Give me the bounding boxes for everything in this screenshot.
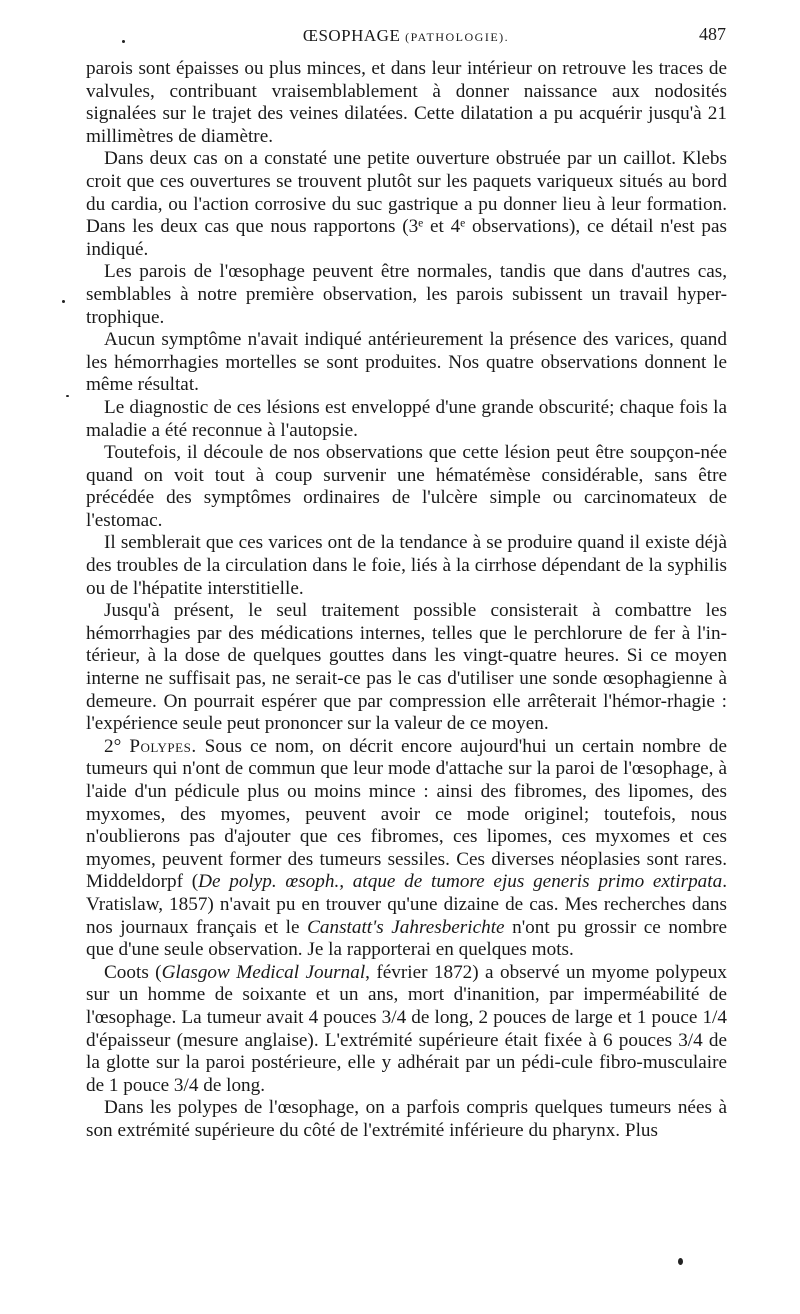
paragraph-polypes <box>86 736 727 962</box>
body-text <box>86 58 727 1143</box>
section-number: 2° <box>104 735 122 757</box>
polypes-text-c: n'ont pu grossir ce nombre que d'une seule observation. Je la rapporterai en quelques mots. <box>86 916 727 961</box>
scan-speck <box>66 395 69 397</box>
citation-canstatt: Canstatt's Jahresberichte <box>307 916 505 938</box>
header-subtitle: (PATHOLOGIE). <box>405 30 510 44</box>
polypes-text-b: . Vratislaw, 1857) n'avait pu en trouver qu'une dizaine de cas. Mes recherches dans nos journaux français et le <box>86 871 727 938</box>
paragraph-ouverture: Dans deux cas on a constaté une petite ouverture obstruée par un caillot. Klebs croit que ces ouvertures se trouvent plutôt sur les paquets variqueux situés au bord du cardia, ou l'action corrosive du suc gastrique a pu donner lieu à leur formation. Dans les deux cas que nous rapportons (3ᵉ et 4ᵉ observations), ce détail n'est pas indiqué. <box>86 148 727 260</box>
paragraph-continuation: parois sont épaisses ou plus minces, et dans leur intérieur on retrouve les traces de valvules, contribuant vraisemblablement à donner naissance aux nodosités signalées sur le trajet des veines dilatées. Cette dilatation a pu acquérir jusqu'à 21 millimètres de diamètre. <box>86 58 727 147</box>
paragraph-traitement: Jusqu'à présent, le seul traitement possible consisterait à combattre les hémorrhagies par des médications internes, telles que le perchlorure de fer à l'in-térieur, à la dose de quelques gouttes dans les vingt-quatre heures. Si ce moyen interne ne suffisait pas, ne serait-ce pas le cas d'utiliser une sonde œsophagienne à demeure. On pourrait espérer que par compression elle arrêterait l'hémor-rhagie : l'expérience seule peut prononcer sur la valeur de ce moyen. <box>86 600 727 735</box>
paragraph-cirrhose: Il semblerait que ces varices ont de la tendance à se produire quand il existe déjà des troubles de la circulation dans le foie, liés à la cirrhose dépendant de la syphilis ou de l'hépatite interstitielle. <box>86 532 727 599</box>
polypes-text-a: Sous ce nom, on décrit encore aujourd'hui un certain nombre de tumeurs qui n'ont de commun que leur mode d'attache sur la paroi de l'œsophage, à l'aide d'un pédicule plus ou moins mince : ainsi des fibromes, des lipomes, des myxomes, des myomes, peuvent avoir ce mode originel; toutefois, nous n'oublierons pas d'ajouter que ces fibromes, ces lipomes, ces myxomes et ces myomes, peuvent former des tumeurs sessiles. Ces diverses néoplasies sont rares. Middeldorpf ( <box>86 735 728 893</box>
scan-speck <box>122 40 125 43</box>
paragraph-parois: Les parois de l'œsophage peuvent être normales, tandis que dans d'autres cas, semblables à notre première observation, les parois subissent un travail hyper-trophique. <box>86 261 727 328</box>
running-title <box>86 26 726 46</box>
coots-text-a: Coots ( <box>104 961 162 983</box>
paragraph-toutefois: Toutefois, il découle de nos observations que cette lésion peut être soupçon-née quand on voit tout à coup survenir une hématémèse considérable, sans être précédée des symptômes ordinaires de l'ulcère simple ou carcinomateux de l'estomac. <box>86 442 727 531</box>
scan-speck <box>62 300 65 303</box>
section-heading-polypes: Polypes. <box>129 735 197 757</box>
running-header <box>86 22 726 52</box>
citation-middeldorpf: De polyp. œsoph., atque de tumore ejus generis primo extirpata <box>198 871 723 893</box>
citation-glasgow: Glasgow Medical Journal <box>161 961 366 983</box>
page-number: 487 <box>699 24 726 44</box>
scan-speck <box>678 1258 683 1265</box>
paragraph-coots <box>86 962 727 1098</box>
paragraph-diagnostic: Le diagnostic de ces lésions est enveloppé d'une grande obscurité; chaque fois la maladie a été reconnue à l'autopsie. <box>86 396 727 441</box>
paragraph-symptome: Aucun symptôme n'avait indiqué antérieurement la présence des varices, quand les hémorrhagies mortelles se sont produites. Nos quatre observations donnent le même résultat. <box>86 329 727 396</box>
coots-text-b: , février 1872) a observé un myome polypeux sur un homme de soixante et un ans, mort d'inanition, par imperméabilité de l'œsophage. La tumeur avait 4 pouces 3/4 de long, 2 pouces de large et 1 pouce 1/4 d'épaisseur (mesure anglaise). L'extrémité supérieure était fixée à 6 pouces 3/4 de la glotte sur la paroi postérieure, elle y adhérait par un pédi-cule fibro-musculaire de 1 pouce 3/4 de long. <box>86 961 727 1096</box>
header-title: ŒSOPHAGE <box>302 26 401 45</box>
paragraph-last: Dans les polypes de l'œsophage, on a parfois compris quelques tumeurs nées à son extrémité supérieure du côté de l'extrémité inférieure du pharynx. Plus <box>86 1097 727 1141</box>
